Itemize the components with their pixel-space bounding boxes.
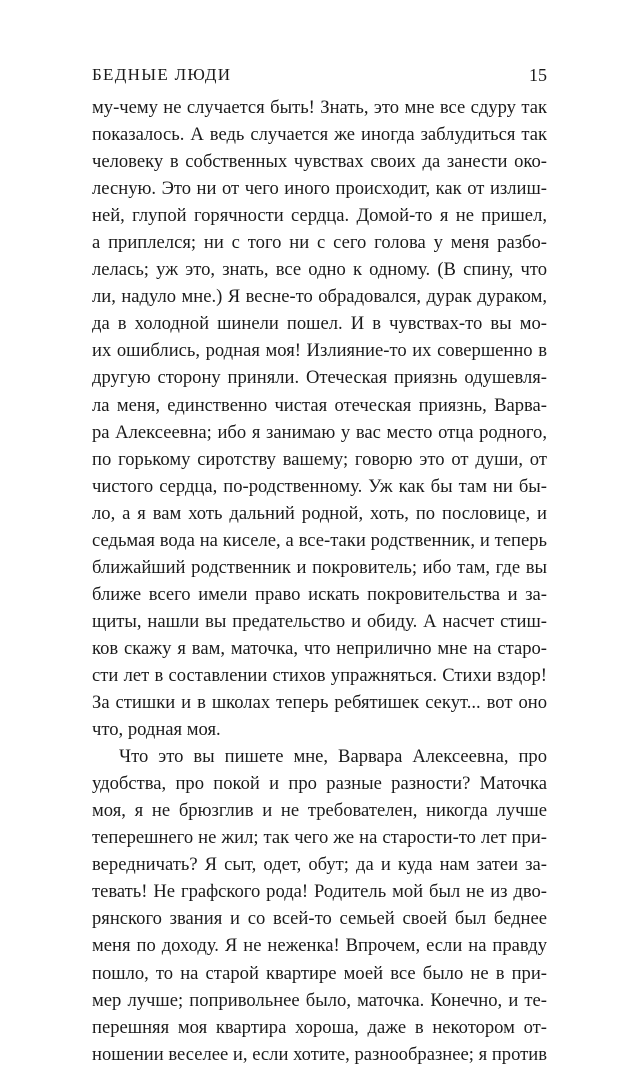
text-line: сти лет в составлении стихов упражняться. Стихи вздор!	[92, 664, 547, 686]
page-number: 15	[529, 65, 547, 85]
text-line: теперешнего не жил; так чего же на старости-то лет при-	[92, 827, 547, 849]
text-body	[92, 94, 547, 1068]
text-line: другую сторону приняли. Отеческая приязнь одушевля-	[92, 367, 547, 389]
paragraph-2	[92, 743, 547, 1068]
text-line: ли, надуло мне.) Я весне-то обрадовался, дурак дураком,	[92, 286, 547, 308]
text-line: седьмая вода на киселе, а все-таки родственник, и теперь	[92, 529, 547, 551]
text-line: рянского звания и со всей-то семьей своей был беднее	[92, 908, 547, 930]
text-line: да в холодной шинели пошел. И в чувствах-то вы мо-	[92, 313, 547, 335]
text-line: ков скажу я вам, маточка, что неприлично мне на старо-	[92, 637, 547, 659]
text-line: перешняя моя квартира хороша, даже в некотором от-	[92, 1016, 547, 1038]
text-line: лесную. Это ни от чего иного происходит, как от излиш-	[92, 178, 547, 200]
text-line: пошло, то на старой квартире моей все было не в при-	[92, 962, 547, 984]
text-line: чистого сердца, по-родственному. Уж как бы там ни бы-	[92, 475, 547, 497]
text-line: что, родная моя.	[92, 719, 221, 741]
running-head	[92, 64, 547, 86]
running-title: БЕДНЫЕ ЛЮДИ	[92, 65, 232, 84]
text-line: ближайший родственник и покровитель; ибо там, где вы	[92, 556, 547, 578]
paragraph-1	[92, 94, 547, 743]
text-line: ра Алексеевна; ибо я занимаю у вас место отца родного,	[92, 421, 547, 443]
text-line: а приплелся; ни с того ни с сего голова у меня разбо-	[92, 232, 547, 254]
text-line: ло, а я вам хоть дальний родной, хоть, по пословице, и	[92, 502, 547, 524]
text-line: меня по доходу. Я не неженка! Впрочем, если на правду	[92, 935, 547, 957]
text-line: по горькому сиротству вашему; говорю это от души, от	[92, 448, 547, 470]
text-line: Что это вы пишете мне, Варвара Алексеевна, про	[119, 746, 547, 768]
text-line: удобства, про покой и про разные разности? Маточка	[92, 773, 547, 795]
text-line: их ошиблись, родная моя! Излияние-то их совершенно в	[92, 340, 547, 362]
text-line: человеку в собственных чувствах своих да занести око-	[92, 151, 547, 173]
text-line: лелась; уж это, знать, все одно к одному. (В спину, что	[92, 259, 547, 281]
text-line: мер лучше; попривольнее было, маточка. Конечно, и те-	[92, 989, 547, 1011]
text-line: моя, я не брюзглив и не требователен, никогда лучше	[92, 800, 547, 822]
text-line: показалось. А ведь случается же иногда заблудиться так	[92, 124, 547, 146]
text-line: ношении веселее и, если хотите, разнообразнее; я против	[92, 1043, 547, 1065]
text-line: щиты, нашли вы предательство и обиду. А насчет стиш-	[92, 610, 547, 632]
text-line: ла меня, единственно чистая отеческая приязнь, Варва-	[92, 394, 547, 416]
text-line: За стишки и в школах теперь ребятишек секут... вот оно	[92, 692, 547, 714]
text-line: му-чему не случается быть! Знать, это мне все сдуру так	[92, 97, 547, 118]
text-line: ней, глупой горячности сердца. Домой-то я не пришел,	[92, 205, 547, 227]
text-line: вередничать? Я сыт, одет, обут; да и куда нам затеи за-	[92, 854, 547, 876]
text-line: тевать! Не графского рода! Родитель мой был не из дво-	[92, 881, 547, 903]
text-line: ближе всего имели право искать покровительства и за-	[92, 583, 547, 605]
